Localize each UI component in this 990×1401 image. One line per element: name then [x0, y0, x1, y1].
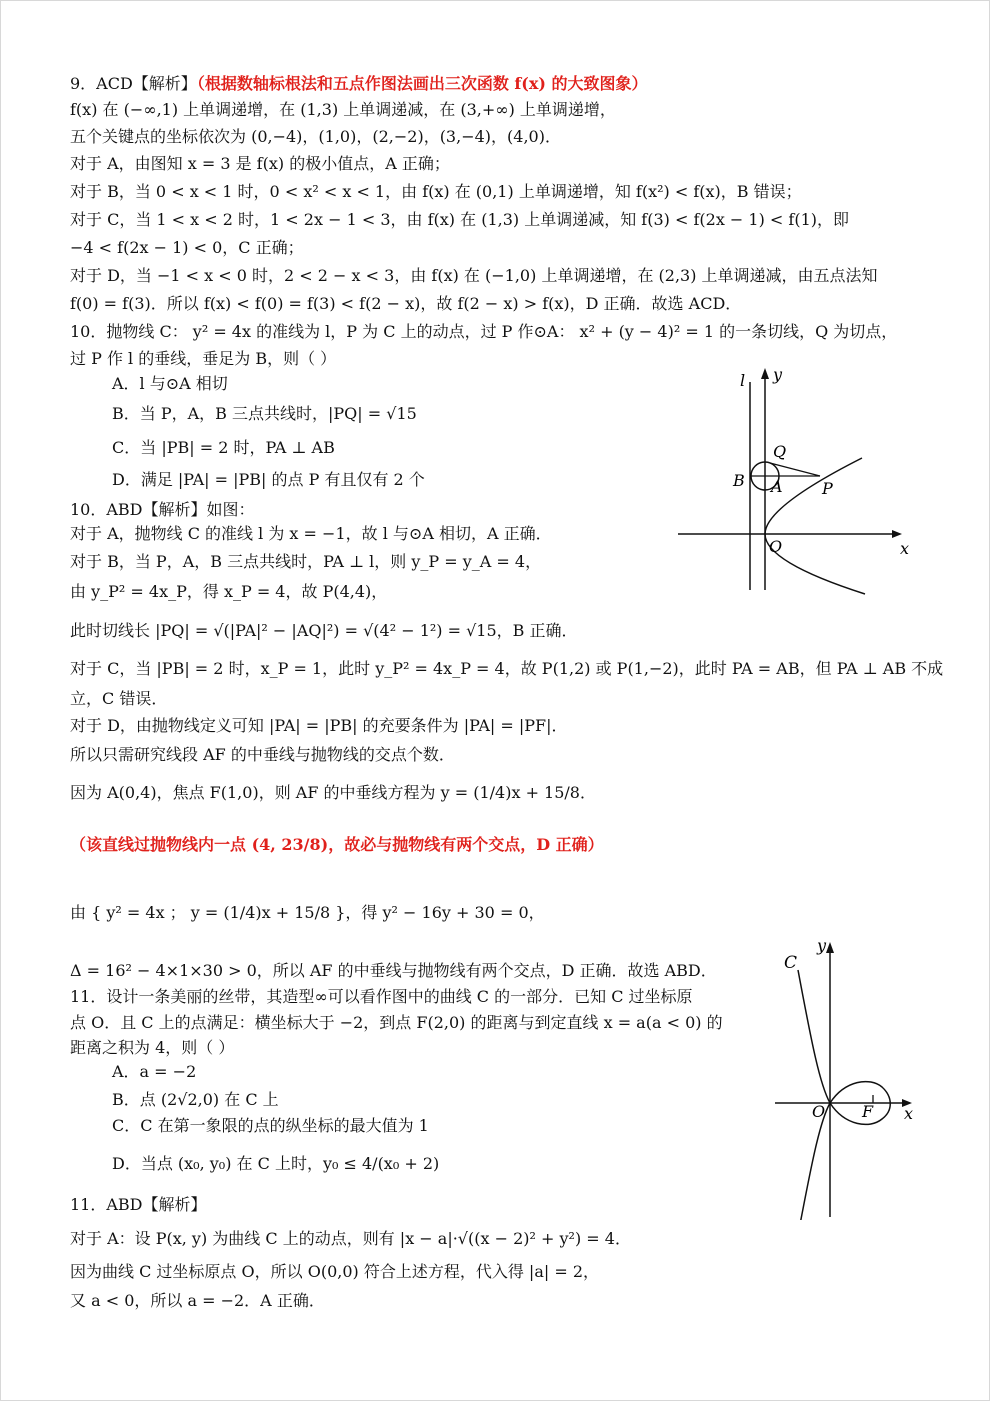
option-line: C．C 在第一象限的点的纵坐标的最大值为 1	[112, 1116, 429, 1135]
parabola-figure	[670, 362, 920, 597]
text-line: 对于 D，当 −1 < x < 0 时，2 < 2 − x < 3，由 f(x) 在 (−1,0) 上单调递增，在 (2,3) 上单调递减，由五点法知	[70, 266, 878, 285]
text-line: f(x) 在 (−∞,1) 上单调递增，在 (1,3) 上单调递减，在 (3,+∞) 上单调递增，	[70, 100, 616, 119]
text-line: 所以只需研究线段 AF 的中垂线与抛物线的交点个数．	[70, 745, 455, 764]
text-line: 对于 A，抛物线 C 的准线 l 为 x = −1，故 l 与⊙A 相切，A 正确．	[70, 524, 552, 543]
option-line: D．当点 (x₀, y₀) 在 C 上时，y₀ ≤ 4/(x₀ + 2)	[112, 1154, 440, 1173]
text-line: −4 < f(2x − 1) < 0，C 正确；	[70, 238, 304, 257]
label-x: x	[904, 1104, 914, 1123]
text-line: 点 O．且 C 上的点满足：横坐标大于 −2，到点 F(2,0) 的距离与到定直线 x = a(a < 0) 的	[70, 1013, 723, 1032]
text-line: 此时切线长 |PQ| = √(|PA|² − |AQ|²) = √(4² − 1²) = √15，B 正确．	[70, 621, 578, 640]
option-line: D．满足 |PA| = |PB| 的点 P 有且仅有 2 个	[112, 470, 425, 489]
text-line: 对于 B，当 P，A，B 三点共线时，PA ⊥ l，则 y_P = y_A = 4，	[70, 552, 542, 571]
text-line: 因为曲线 C 过坐标原点 O，所以 O(0,0) 符合上述方程，代入得 |a| = 2，	[70, 1262, 600, 1281]
label-q: Q	[773, 442, 787, 461]
x-axis-arrow	[892, 530, 902, 538]
text-line: 对于 C，当 |PB| = 2 时，x_P = 1，此时 y_P² = 4x_P = 4，故 P(1,2) 或 P(1,−2)，此时 PA = AB，但 PA ⊥ AB 不成	[70, 659, 944, 678]
text-line: 9．ACD【解析】（根据数轴标根法和五点作图法画出三次函数 f(x) 的大致图象）	[70, 74, 648, 93]
text-line: 对于 D，由抛物线定义可知 |PA| = |PB| 的充要条件为 |PA| = |PF|．	[70, 716, 568, 735]
ribbon-curve-figure	[770, 935, 930, 1220]
y-axis-arrow	[761, 368, 769, 379]
option-line: C．当 |PB| = 2 时，PA ⊥ AB	[112, 438, 335, 457]
option-line: A．a = −2	[112, 1062, 197, 1081]
label-y: y	[817, 936, 827, 955]
label-a: A	[771, 477, 783, 496]
text-line: 又 a < 0，所以 a = −2．A 正确．	[70, 1291, 325, 1310]
text-line: 10．ABD【解析】如图：	[70, 500, 255, 519]
label-o: O	[812, 1102, 826, 1121]
curve-outer-branch	[798, 970, 830, 1220]
text-line: f(0) = f(3)．所以 f(x) < f(0) = f(3) < f(2 − x)，故 f(2 − x) > f(x)，D 正确．故选 ACD．	[70, 294, 742, 313]
text-line: 由 y_P² = 4x_P，得 x_P = 4，故 P(4,4)，	[70, 582, 388, 601]
option-line: B．点 (2√2,0) 在 C 上	[112, 1090, 279, 1109]
text-line: 立，C 错误．	[70, 689, 168, 708]
label-f: F	[862, 1102, 874, 1121]
text-line: 对于 A：设 P(x, y) 为曲线 C 上的动点，则有 |x − a|·√((x − 2)² + y²) = 4．	[70, 1229, 631, 1248]
text-line: 11．设计一条美丽的丝带，其造型∞可以看作图中的曲线 C 的一部分．已知 C 过坐标原	[70, 987, 693, 1006]
text-line: 五个关键点的坐标依次为 (0,−4)，(1,0)，(2,−2)，(3,−4)，(4,0)．	[70, 127, 561, 146]
text-line: 对于 C，当 1 < x < 2 时，1 < 2x − 1 < 3，由 f(x) 在 (1,3) 上单调递减，知 f(3) < f(2x − 1) < f(1)，即	[70, 210, 850, 229]
label-b: B	[733, 471, 745, 490]
y-axis-arrow	[826, 942, 834, 953]
label-l: l	[740, 371, 746, 390]
label-o: O	[769, 537, 783, 556]
text-line: 因为 A(0,4)，焦点 F(1,0)，则 AF 的中垂线方程为 y = (1/4)x + 15/8．	[70, 783, 596, 802]
text-line: 对于 B，当 0 < x < 1 时，0 < x² < x < 1，由 f(x) 在 (0,1) 上单调递增，知 f(x²) < f(x)，B 错误；	[70, 182, 802, 201]
text-line: 10．抛物线 C： y² = 4x 的准线为 l，P 为 C 上的动点，过 P 作⊙A： x² + (y − 4)² = 1 的一条切线，Q 为切点，	[70, 322, 898, 341]
text-line: （该直线过抛物线内一点 (4, 23/8)，故必与抛物线有两个交点，D 正确）	[70, 835, 604, 854]
label-p: P	[822, 479, 833, 498]
option-line: B．当 P，A，B 三点共线时，|PQ| = √15	[112, 404, 417, 423]
text-line: 由 { y² = 4x ； y = (1/4)x + 15/8 }，得 y² − 16y + 30 = 0，	[70, 903, 545, 922]
text-line: 对于 A，由图知 x = 3 是 f(x) 的极小值点，A 正确；	[70, 154, 450, 173]
text-line: 距离之积为 4，则（ ）	[70, 1038, 235, 1057]
text-line: 11．ABD【解析】	[70, 1195, 207, 1214]
label-x: x	[900, 539, 910, 558]
option-line: A．l 与⊙A 相切	[112, 374, 228, 393]
label-y: y	[773, 365, 783, 384]
text-line: Δ = 16² − 4×1×30 > 0，所以 AF 的中垂线与抛物线有两个交点，D 正确．故选 ABD．	[70, 961, 717, 980]
label-c: C	[784, 953, 798, 973]
text-line: 过 P 作 l 的垂线，垂足为 B，则（ ）	[70, 349, 337, 368]
